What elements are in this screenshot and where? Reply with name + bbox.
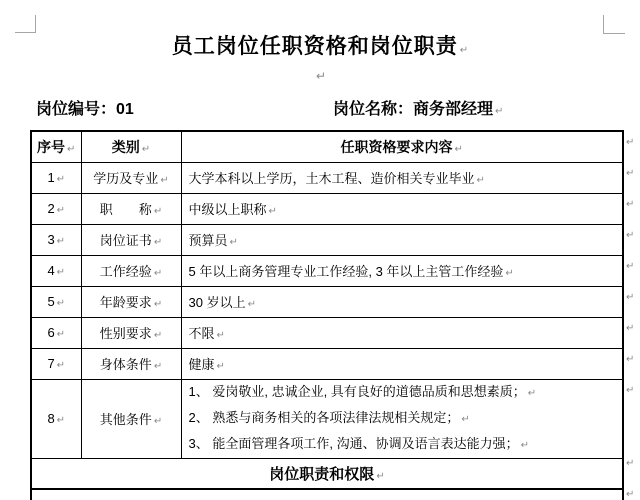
paragraph-mark-icon: ↵ — [56, 236, 66, 247]
table-row — [31, 162, 623, 193]
header-no: 序号 ↵ — [31, 131, 81, 162]
position-name — [333, 96, 503, 119]
paragraph-mark-icon: ↵ — [153, 237, 163, 248]
row-end-mark-icon: ↵ — [626, 489, 635, 500]
other-condition-line: 1、 爱岗敬业, 忠诚企业, 具有良好的道德品质和思想素质； ↵ — [188, 383, 537, 399]
row-no: 5 ↵ — [31, 286, 81, 317]
section-title-row — [31, 458, 623, 489]
paragraph-mark-icon: ↵ — [56, 360, 66, 371]
row-category: 工作经验 ↵ — [81, 255, 181, 286]
document-title — [0, 30, 640, 60]
row-no: 8 ↵ — [31, 379, 81, 458]
row-category: 学历及专业 ↵ — [81, 162, 181, 193]
row-end-mark-icon: ↵ — [626, 458, 635, 469]
row-end-mark-icon: ↵ — [626, 385, 635, 396]
paragraph-mark-icon: ↵ — [141, 143, 151, 155]
position-number-label: 岗位编号： — [36, 101, 117, 118]
row-category: 性别要求 ↵ — [81, 317, 181, 348]
position-name-label: 岗位名称： — [333, 101, 414, 118]
paragraph-mark-icon: ↵ — [216, 330, 225, 341]
paragraph-mark-icon: ↵ — [527, 387, 537, 399]
paragraph-mark-icon: ↵ — [67, 143, 76, 155]
paragraph-mark-icon: ↵ — [459, 45, 469, 56]
paragraph-mark-icon: ↵ — [153, 330, 163, 341]
section-title-cell — [31, 458, 623, 489]
paragraph-mark-icon: ↵ — [153, 268, 163, 279]
table-row-cutoff — [31, 489, 623, 500]
paragraph-mark-icon: ↵ — [56, 329, 66, 340]
row-end-mark-icon: ↵ — [626, 230, 635, 241]
section-title-text: 岗位职责和权限 — [269, 465, 375, 483]
row-content: 5 年以上商务管理专业工作经验, 3 年以上主管工作经验 ↵ — [181, 255, 623, 286]
document-title-text: 员工岗位任职资格和岗位职责 — [171, 35, 458, 58]
table-header-row — [31, 131, 623, 162]
position-name-value: 商务部经理 — [413, 101, 494, 118]
paragraph-mark-icon: ↵ — [160, 175, 169, 186]
row-no: 6 ↵ — [31, 317, 81, 348]
paragraph-mark-icon: ↵ — [247, 299, 256, 310]
paragraph-mark-icon: ↵ — [56, 174, 66, 185]
paragraph-mark-icon: ↵ — [476, 175, 485, 186]
table-row — [31, 348, 623, 379]
paragraph-mark-icon: ↵ — [229, 237, 238, 248]
row-content: 30 岁以上 ↵ — [181, 286, 623, 317]
row-category: 年龄要求 ↵ — [81, 286, 181, 317]
row-content: 大学本科以上学历，土木工程、造价相关专业毕业 ↵ — [181, 162, 623, 193]
row-end-mark-icon: ↵ — [626, 323, 635, 334]
header-requirement: 任职资格要求内容 ↵ — [181, 131, 623, 162]
row-content: 中级以上职称 ↵ — [181, 193, 623, 224]
row-no: 2 ↵ — [31, 193, 81, 224]
paragraph-mark-icon: ↵ — [520, 439, 529, 451]
paragraph-mark-icon: ↵ — [153, 299, 163, 310]
row-end-mark-icon: ↵ — [626, 292, 635, 303]
row-no: 3 ↵ — [31, 224, 81, 255]
row-no: 1 ↵ — [31, 162, 81, 193]
paragraph-mark-icon: ↵ — [153, 361, 163, 372]
paragraph-mark-icon: ↵ — [153, 206, 163, 217]
row-content: 不限 ↵ — [181, 317, 623, 348]
row-end-mark-icon: ↵ — [626, 137, 635, 148]
row-no: 4 ↵ — [31, 255, 81, 286]
paragraph-mark-icon: ↵ — [153, 416, 163, 427]
position-number-value: 01 — [116, 101, 134, 118]
paragraph-mark-icon: ↵ — [268, 206, 277, 217]
empty-cell — [31, 489, 623, 500]
paragraph-mark-icon: ↵ — [376, 470, 385, 482]
paragraph-mark-icon: ↵ — [495, 106, 504, 117]
row-end-mark-icon: ↵ — [626, 168, 635, 179]
qualification-table — [30, 130, 624, 500]
table-row — [31, 224, 623, 255]
table-row — [31, 379, 623, 458]
table-row — [31, 317, 623, 348]
paragraph-mark-icon: ↵ — [56, 298, 66, 309]
paragraph-mark-icon: ↵ — [216, 361, 225, 372]
row-category: 职 称 ↵ — [81, 193, 181, 224]
paragraph-mark-icon: ↵ — [56, 267, 66, 278]
table-row — [31, 286, 623, 317]
row-content: 预算员 ↵ — [181, 224, 623, 255]
row-no: 7 ↵ — [31, 348, 81, 379]
other-condition-line: 3、 能全面管理各项工作, 沟通、协调及语言表达能力强； ↵ — [188, 435, 529, 451]
paragraph-mark-icon: ↵ — [454, 143, 463, 155]
other-condition-line: 2、 熟悉与商务相关的各项法律法规相关规定； ↵ — [188, 409, 470, 425]
paragraph-mark-icon: ↵ — [461, 413, 470, 425]
row-end-mark-icon: ↵ — [626, 354, 635, 365]
position-meta-line — [0, 96, 640, 116]
paragraph-mark-icon: ↵ — [316, 69, 327, 83]
row-end-mark-icon: ↵ — [626, 261, 635, 272]
header-category: 类别 ↵ — [81, 131, 181, 162]
table-row — [31, 255, 623, 286]
row-category: 岗位证书 ↵ — [81, 224, 181, 255]
row-category: 其他条件 ↵ — [81, 379, 181, 458]
position-number — [36, 96, 134, 119]
row-content: 健康 ↵ — [181, 348, 623, 379]
paragraph-mark-icon: ↵ — [56, 415, 66, 426]
row-category: 身体条件 ↵ — [81, 348, 181, 379]
paragraph-mark-icon: ↵ — [56, 205, 66, 216]
row-end-mark-icon: ↵ — [626, 199, 635, 210]
paragraph-mark-icon: ↵ — [505, 268, 514, 279]
row-content — [181, 379, 623, 458]
table-row — [31, 193, 623, 224]
